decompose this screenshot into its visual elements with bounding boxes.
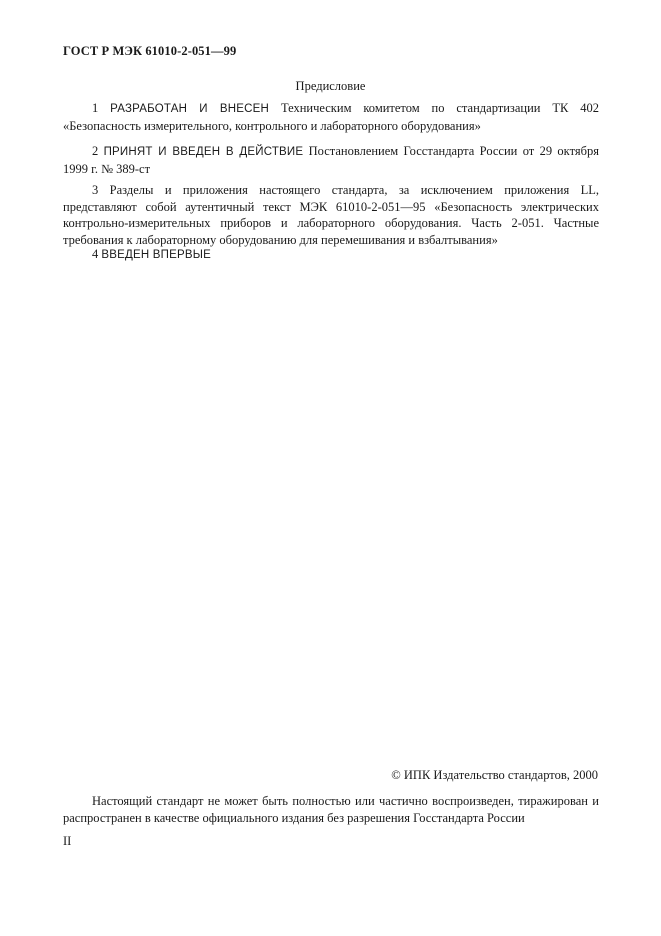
preface-item-number: 4: [92, 247, 99, 261]
page-number: II: [63, 834, 72, 848]
preface-item-text: Техническим комитетом по стандартизации ТК 402 «Безопасность измерительного, контрольного и лабораторного оборудования»: [63, 101, 600, 133]
preface-item-3: [63, 182, 599, 248]
preface-title: Предисловие: [295, 79, 366, 93]
preface-item-caps: ВВЕДЕН ВПЕРВЫЕ: [101, 249, 211, 261]
preface-item-caps: ПРИНЯТ И ВВЕДЕН В ДЕЙСТВИЕ: [103, 146, 304, 158]
document-code-header: ГОСТ Р МЭК 61010-2-051—99: [63, 44, 237, 58]
preface-item-text: Разделы и приложения настоящего стандарта, за исключением приложения LL, представляют собой аутентичный текст МЭК 61010-2-051—95 «Безопасность электрических контрольно-измерительных приборов и лабораторного оборудования. Часть 2-051. Частные требования к лабораторному оборудованию для перемешивания и взбалтывания»: [63, 183, 599, 247]
reproduction-notice: Настоящий стандарт не может быть полностью или частично воспроизведен, тиражирован и распространен в качестве официального издания без разрешения Госстандарта России: [63, 794, 599, 825]
preface-item-number: 2: [92, 144, 99, 158]
preface-item-1: [63, 100, 599, 134]
copyright-line: © ИПК Издательство стандартов, 2000: [391, 768, 598, 782]
preface-item-number: 3: [92, 183, 99, 197]
preface-item-caps: РАЗРАБОТАН И ВНЕСЕН: [110, 103, 270, 115]
preface-item-4: [63, 246, 599, 264]
preface-item-text: Постановлением Госстандарта России от 29 октября 1999 г. № 389-ст: [63, 144, 599, 176]
preface-item-2: [63, 143, 599, 177]
preface-item-number: 1: [92, 101, 99, 115]
